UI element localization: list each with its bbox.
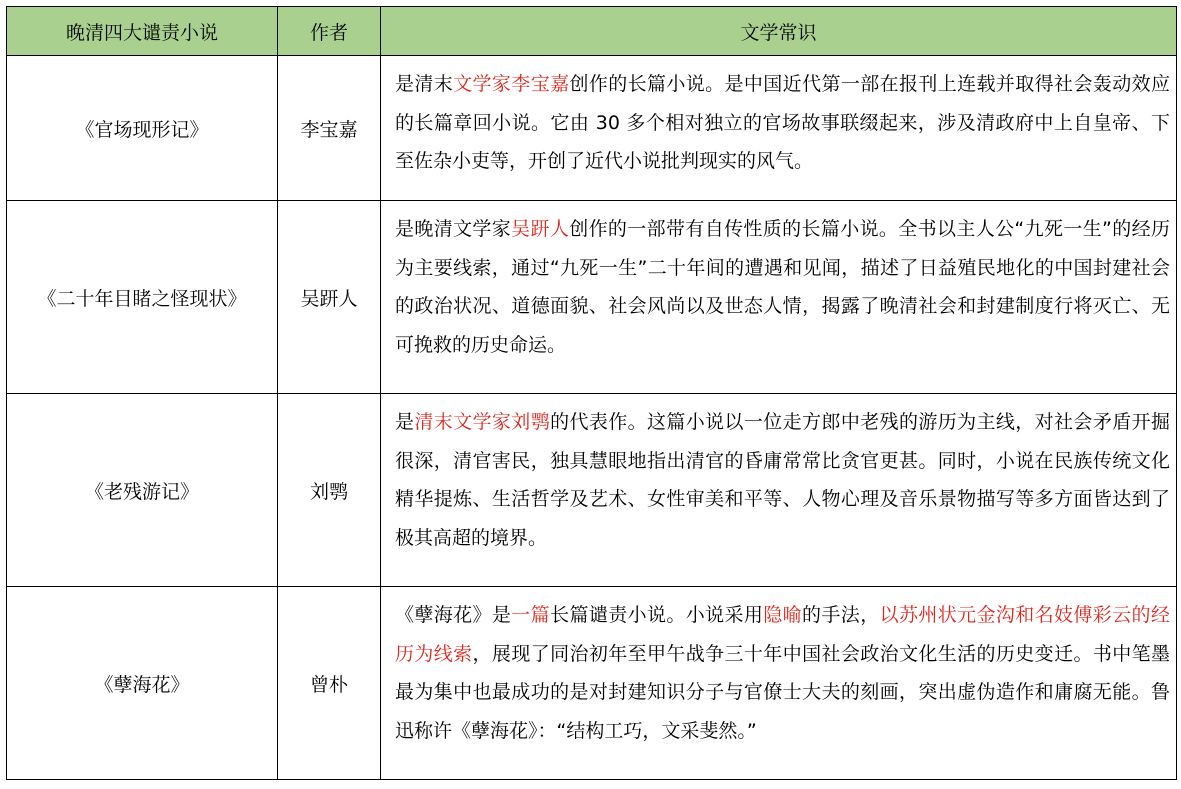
novel-title: 《官场现形记》 <box>7 56 278 201</box>
author-name: 刘鹗 <box>278 394 381 587</box>
table-row <box>7 56 1177 201</box>
highlight-text: 一篇 <box>511 604 551 626</box>
highlight-text: 吴趼人 <box>511 218 570 240</box>
header-author: 作者 <box>278 7 381 56</box>
literary-knowledge-text <box>381 56 1177 201</box>
text-segment: 的手法， <box>802 604 880 626</box>
header-row <box>7 7 1177 56</box>
novel-title: 《老残游记》 <box>7 394 278 587</box>
author-name: 李宝嘉 <box>278 56 381 201</box>
highlight-text: 清末文学家刘鹗 <box>414 411 551 433</box>
table-row <box>7 201 1177 394</box>
author-name: 曾朴 <box>278 587 381 780</box>
text-segment: 《孽海花》是 <box>395 604 512 626</box>
text-segment: ，展现了同治初年至甲午战争三十年中国社会政治文化生活的历史变迁。书中笔墨最为集中也最成功的是对封建知识分子与官僚士大夫的刻画，突出虚伪造作和庸腐无能。鲁迅称许《孽海花》：“结构工巧，文采斐然。” <box>395 642 1170 742</box>
highlight-text: 文学家李宝嘉 <box>453 73 570 95</box>
highlight-text: 以苏州状元金沟和名妓傅彩云的经历为线索 <box>395 604 1170 665</box>
literary-knowledge-text <box>381 201 1177 394</box>
text-segment: 创作的一部带有自传性质的长篇小说。全书以主人公“九死一生”的经历为主要线索，通过“九死一生”二十年间的遭遇和见闻，描述了日益殖民地化的中国封建社会的政治状况、道德面貌、社会风尚以及世态人情，揭露了晚清社会和封建制度行将灭亡、无可挽救的历史命运。 <box>395 218 1170 356</box>
text-segment: 创作的长篇小说。是中国近代第一部在报刊上连载并取得社会轰动效应的长篇章回小说。它由 30 多个相对独立的官场故事联缀起来，涉及清政府中上自皇帝、下至佐杂小吏等，开创了近代小说批判现实的风气。 <box>395 73 1170 173</box>
novel-title: 《孽海花》 <box>7 587 278 780</box>
novel-title: 《二十年目睹之怪现状》 <box>7 201 278 394</box>
text-segment: 长篇谴责小说。小说采用 <box>550 604 764 626</box>
table-row <box>7 587 1177 780</box>
header-novel: 晚清四大谴责小说 <box>7 7 278 56</box>
text-segment: 的代表作。这篇小说以一位走方郎中老残的游历为主线，对社会矛盾开掘很深，清官害民，独具慧眼地指出清官的昏庸常常比贪官更甚。同时，小说在民族传统文化精华提炼、生活哲学及艺术、女性审美和平等、人物心理及音乐景物描写等多方面皆达到了极其高超的境界。 <box>395 411 1170 549</box>
novels-table <box>6 6 1177 780</box>
literary-knowledge-text <box>381 587 1177 780</box>
header-literary-knowledge: 文学常识 <box>381 7 1177 56</box>
highlight-text: 隐喻 <box>763 604 803 626</box>
table-row <box>7 394 1177 587</box>
text-segment: 是 <box>395 411 415 433</box>
text-segment: 是晚清文学家 <box>395 218 512 240</box>
literary-knowledge-text <box>381 394 1177 587</box>
author-name: 吴趼人 <box>278 201 381 394</box>
text-segment: 是清末 <box>395 73 454 95</box>
